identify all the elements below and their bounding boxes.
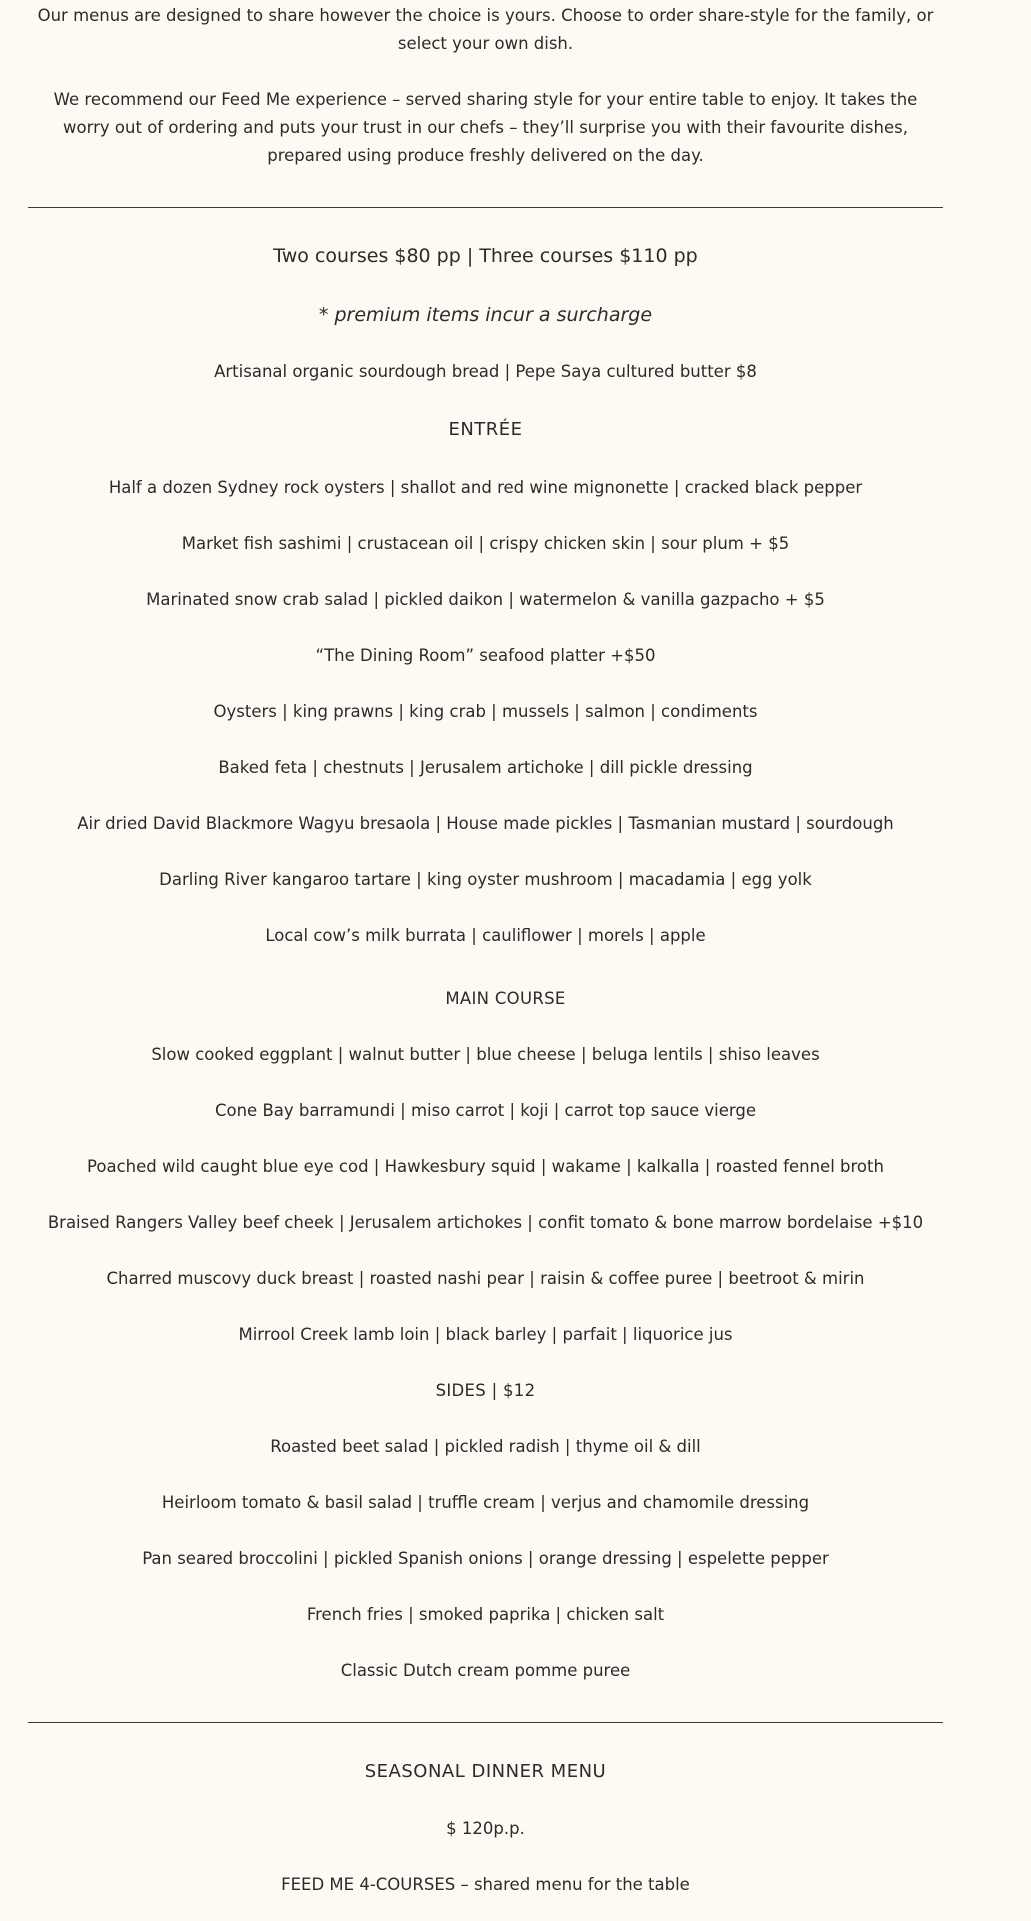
entree-item: Oysters | king prawns | king crab | mussels | salmon | condiments (213, 702, 758, 721)
entree-item: Darling River kangaroo tartare | king oyster mushroom | macadamia | egg yolk (159, 870, 812, 889)
seasonal-menu-price: $ 120p.p. (446, 1819, 525, 1838)
entree-item: Baked feta | chestnuts | Jerusalem artichoke | dill pickle dressing (218, 758, 753, 777)
divider-top (28, 207, 943, 208)
main-course-item: Cone Bay barramundi | miso carrot | koji | carrot top sauce vierge (214, 1101, 756, 1120)
main-course-item: Braised Rangers Valley beef cheek | Jerusalem artichokes | confit tomato & bone marrow bordelaise +$10 (47, 1213, 924, 1232)
entree-item: Half a dozen Sydney rock oysters | shallot and red wine mignonette | cracked black pepper (108, 478, 863, 497)
entree-heading: ENTRÉE (448, 419, 523, 440)
side-item: Classic Dutch cream pomme puree (340, 1661, 631, 1680)
course-pricing: Two courses $80 pp | Three courses $110 pp (273, 245, 698, 267)
entree-item: Market fish sashimi | crustacean oil | crispy chicken skin | sour plum + $5 (181, 534, 790, 553)
surcharge-note: * premium items incur a surcharge (318, 304, 653, 326)
main-course-item: Mirrool Creek lamb loin | black barley | parfait | liquorice jus (238, 1325, 733, 1344)
entree-item: Air dried David Blackmore Wagyu bresaola | House made pickles | Tasmanian mustard | sourdough (77, 814, 894, 833)
main-course-item: Slow cooked eggplant | walnut butter | blue cheese | beluga lentils | shiso leaves (151, 1045, 820, 1064)
entree-item: “The Dining Room” seafood platter +$50 (315, 646, 656, 665)
side-item: Roasted beet salad | pickled radish | thyme oil & dill (270, 1437, 701, 1456)
sides-heading: SIDES | $12 (435, 1381, 536, 1400)
side-item: French fries | smoked paprika | chicken salt (306, 1605, 665, 1624)
divider-bottom (28, 1722, 943, 1723)
seasonal-menu-heading: SEASONAL DINNER MENU (364, 1761, 607, 1782)
intro-paragraph-2: We recommend our Feed Me experience – served sharing style for your entire table to enjoy. It takes the worry out of ordering and puts your trust in our chefs – they’ll surprise you with their favourite dishes, prepared using produce freshly delivered on the day. (53, 90, 918, 165)
bread-item: Artisanal organic sourdough bread | Pepe Saya cultured butter $8 (214, 362, 757, 381)
intro-paragraph-1: Our menus are designed to share however the choice is yours. Choose to order share-style for the family, or select your own dish. (37, 6, 934, 53)
main-course-heading: MAIN COURSE (445, 989, 566, 1008)
side-item: Heirloom tomato & basil salad | truffle cream | verjus and chamomile dressing (161, 1493, 810, 1512)
main-course-item: Poached wild caught blue eye cod | Hawkesbury squid | wakame | kalkalla | roasted fennel broth (87, 1157, 884, 1176)
entree-item: Marinated snow crab salad | pickled daikon | watermelon & vanilla gazpacho + $5 (146, 590, 825, 609)
seasonal-menu-description: FEED ME 4-COURSES – shared menu for the table (281, 1875, 690, 1894)
side-item: Pan seared broccolini | pickled Spanish onions | orange dressing | espelette pepper (142, 1549, 829, 1568)
main-course-item: Charred muscovy duck breast | roasted nashi pear | raisin & coffee puree | beetroot & mirin (106, 1269, 865, 1288)
entree-item: Local cow’s milk burrata | cauliflower | morels | apple (265, 926, 706, 945)
